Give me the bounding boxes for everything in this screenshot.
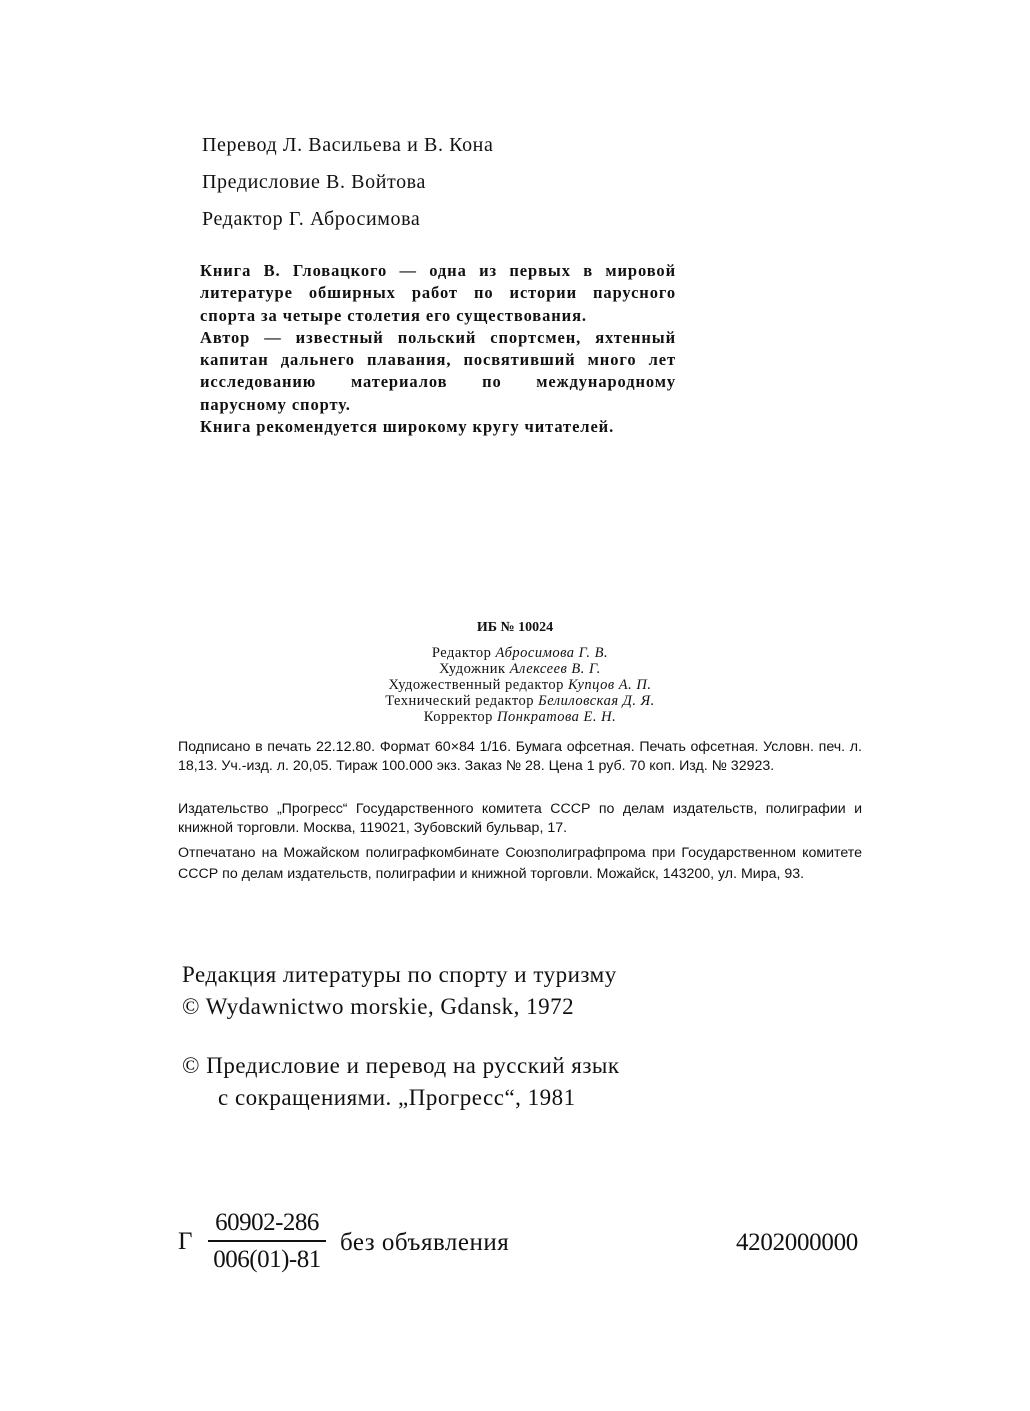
staff-row [300, 693, 740, 709]
annotation-paragraph: Книга рекомендуется широкому кругу читателей. [200, 417, 615, 437]
credits-block [202, 127, 493, 238]
publisher-text: Издательство „Прогресс“ Государственного комитета СССР по делам издательств, полиграфии и книжной торговли. Москва, 119021, Зубовский бульвар, 17. [178, 801, 862, 836]
staff-row [300, 645, 740, 661]
print-info [178, 738, 862, 775]
catalog-code [178, 1208, 858, 1288]
staff-role: Корректор [423, 709, 493, 725]
annotation-block [200, 260, 676, 438]
translation-copyright-line1: © Предисловие и перевод на русский язык [182, 1053, 620, 1078]
staff-role: Художественный редактор [388, 677, 564, 693]
translation-credit: Перевод Л. Васильева и В. Кона [202, 134, 494, 156]
staff-row [300, 709, 740, 725]
ib-number: ИБ № 10024 [476, 620, 554, 635]
staff-name: Белиловская Д. Я. [538, 693, 655, 709]
catalog-note: без объявления [340, 1229, 510, 1256]
foreword-credit: Предисловие В. Войтова [202, 171, 426, 193]
original-copyright: © Wydawnictwo morskie, Gdansk, 1972 [182, 994, 575, 1019]
translation-copyright-line2: с сокращениями. „Прогресс“, 1981 [218, 1085, 576, 1110]
annotation-paragraph: Автор — известный польский спортсмен, яхтенный капитан дальнего плавания, посвятивший много лет исследованию материалов по международному парусному спорту. [200, 327, 676, 414]
staff-name: Абросимова Г. В. [495, 645, 609, 661]
staff-name: Алексеев В. Г. [509, 661, 601, 677]
staff-row [300, 661, 740, 677]
editor-credit: Редактор Г. Абросимова [202, 208, 421, 230]
staff-list [300, 645, 740, 725]
printer-info [178, 843, 862, 885]
annotation-paragraph: Книга В. Гловацкого — одна из первых в мировой литературе обширных работ по истории парусного спорта за четыре столетия его существования. [200, 261, 676, 325]
print-info-text: Подписано в печать 22.12.80. Формат 60×84 1/16. Бумага офсетная. Печать офсетная. Условн. печ. л. 18,13. Уч.-изд. л. 20,05. Тираж 100.000 экз. Заказ № 28. Цена 1 руб. 70 коп. Изд. № 32923. [178, 739, 862, 774]
translation-rights-block [182, 1050, 620, 1114]
staff-role: Редактор [431, 645, 492, 661]
staff-role: Художник [439, 661, 506, 677]
catalog-denominator: 006(01)-81 [213, 1246, 321, 1273]
staff-name: Понкратова Е. Н. [497, 709, 617, 725]
catalog-numerator: 60902-286 [208, 1208, 326, 1242]
staff-role: Технический редактор [385, 693, 535, 709]
printer-text: Отпечатано на Можайском полиграфкомбинате Союзполиграфпрома при Государственном комитете СССР по делам издательств, полиграфии и книжной торговли. Можайск, 143200, ул. Мира, 93. [178, 845, 862, 882]
catalog-letter: Г [178, 1228, 193, 1255]
catalog-number: 4202000000 [735, 1229, 858, 1256]
publisher-info [178, 800, 862, 837]
rights-block [182, 959, 617, 1023]
department-line: Редакция литературы по спорту и туризму [182, 962, 617, 987]
catalog-fraction [208, 1208, 326, 1276]
staff-name: Купцов А. П. [567, 677, 652, 693]
staff-row [300, 677, 740, 693]
